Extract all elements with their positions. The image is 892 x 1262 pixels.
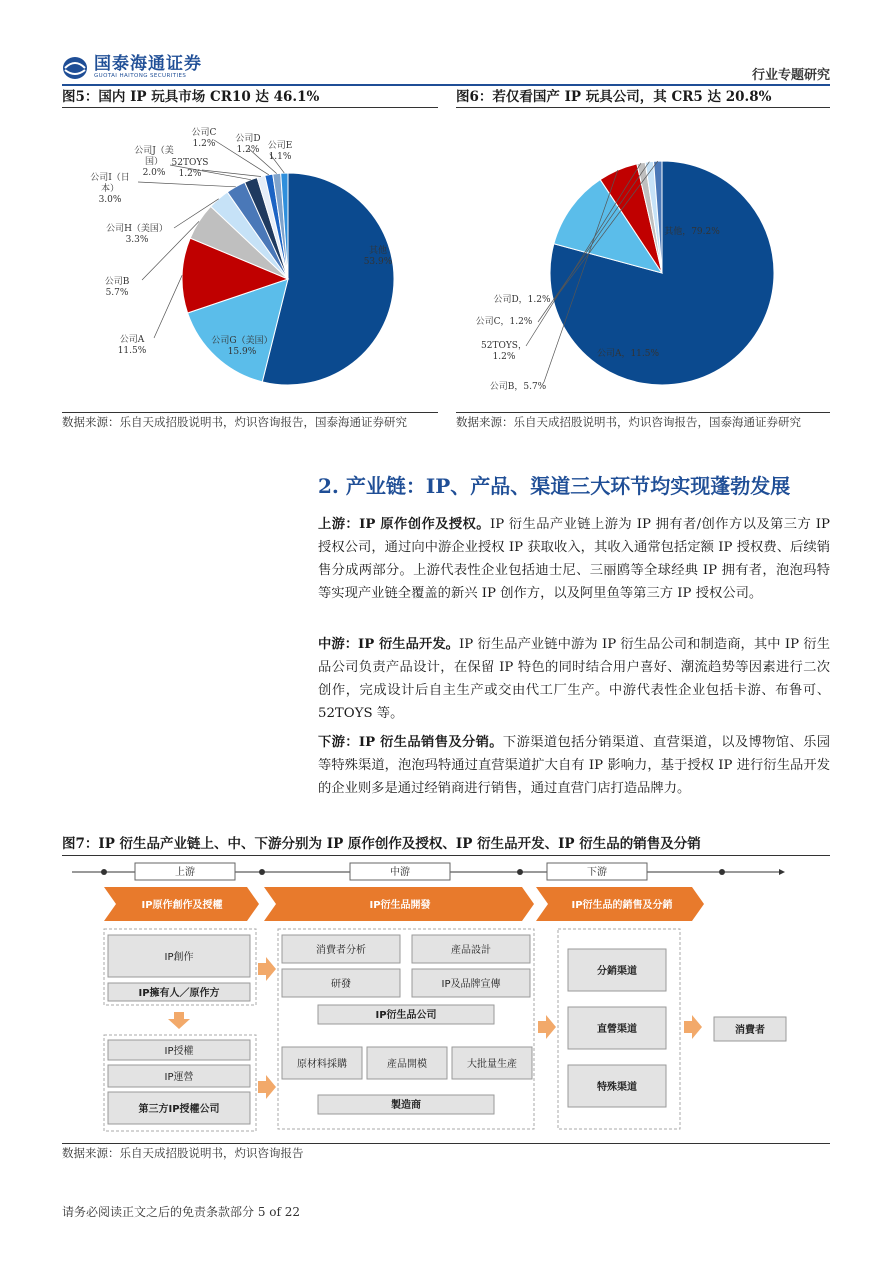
pie-data-label: 15.9% <box>227 347 257 357</box>
fig7-rule <box>62 855 830 856</box>
mass-production-label: 大批量生產 <box>467 1059 517 1070</box>
fig6-source: 数据来源：乐自天成招股说明书，灼识咨询报告，国泰海通证券研究 <box>456 415 801 429</box>
pie-data-label: 公司A <box>119 335 145 345</box>
pie-data-label: 11.5% <box>117 346 147 356</box>
section-title: 2. 产业链：IP、产品、渠道三大环节均实现蓬勃发展 <box>318 474 791 498</box>
pie-data-label: 其他，79.2% <box>664 227 720 237</box>
right-arrow-icon <box>684 1015 702 1039</box>
paragraph-midstream-body: IP 衍生品产业链中游为 IP 衍生品公司和制造商，其中 IP 衍生品公司负责产品设计，在保留 IP 特色的同时结合用户喜好、潮流趋势等因素进行二次创作，完成设计后自主生产或交由代工厂生产。中游代表性企业包括卡游、布鲁可、52TOYS 等。 <box>318 637 830 721</box>
banner-upstream-label: IP原作創作及授權 <box>141 900 223 911</box>
pie-data-label: 2.0% <box>142 168 166 178</box>
consumer-analysis-label: 消費者分析 <box>316 945 366 956</box>
fig5-rule <box>62 107 438 108</box>
tier-dot <box>517 869 523 875</box>
third-party-licensing-label: 第三方IP授權公司 <box>138 1104 220 1115</box>
paragraph-midstream-lead: 中游：IP 衍生品开发。 <box>318 637 460 652</box>
tier-downstream-label: 下游 <box>587 867 607 878</box>
pie-data-label: 3.0% <box>98 195 122 205</box>
pie-data-label: 本） <box>100 184 120 194</box>
direct-channel-label: 直營渠道 <box>597 1024 637 1035</box>
pie-data-label: 52TOYS， <box>481 341 527 351</box>
pie-data-label: 1.1% <box>268 152 292 162</box>
down-arrow-icon <box>168 1012 190 1029</box>
banner-downstream-label: IP衍生品的銷售及分銷 <box>571 900 673 911</box>
header-rule <box>62 84 830 86</box>
pie-data-label: 1.2% <box>178 169 202 179</box>
pie-data-label: 52TOYS <box>171 158 209 168</box>
pie-data-label: 公司D <box>235 134 261 144</box>
right-arrow-icon <box>258 1075 276 1099</box>
product-design-label: 產品設計 <box>451 945 491 956</box>
pie-data-label: 公司D，1.2% <box>493 295 551 305</box>
pie-data-label: 1.2% <box>192 139 216 149</box>
right-arrow-icon <box>538 1015 556 1039</box>
tier-dot <box>101 869 107 875</box>
pie-data-label: 公司C，1.2% <box>475 317 533 327</box>
pie-data-label: 公司A，11.5% <box>596 349 660 359</box>
consumer-label: 消費者 <box>735 1025 765 1036</box>
tier-midstream-label: 中游 <box>390 867 410 878</box>
pie-data-label: 1.2% <box>236 145 260 155</box>
pie-data-label: 公司H（美国） <box>106 224 168 234</box>
ip-creation-label: IP創作 <box>164 952 194 963</box>
pie-data-label: 公司B，5.7% <box>489 382 547 392</box>
report-type: 行业专题研究 <box>751 68 830 83</box>
fig5-pie-chart <box>62 110 438 410</box>
pie-data-label: 公司C <box>191 128 217 138</box>
rnd-label: 研發 <box>331 979 351 990</box>
prototyping-label: 產品開模 <box>387 1059 427 1070</box>
right-arrow-icon <box>258 957 276 981</box>
ip-operation-label: IP運營 <box>164 1072 194 1083</box>
pie-data-label: 3.3% <box>125 235 149 245</box>
fig7-source-rule <box>62 1143 830 1144</box>
paragraph-upstream-lead: 上游：IP 原作创作及授权。 <box>318 517 490 532</box>
fig6-pie-chart <box>456 110 830 410</box>
pie-data-label: 其他 <box>368 246 388 256</box>
brand-name: 国泰海通证券 <box>94 54 202 74</box>
fig6-rule <box>456 107 830 108</box>
leader-line <box>138 182 236 187</box>
brand-logo-block <box>62 55 202 80</box>
ip-owner-label: IP擁有人／原作方 <box>138 988 220 999</box>
fig6-source-rule <box>456 412 830 413</box>
paragraph-downstream-body: 下游渠道包括分销渠道、直营渠道，以及博物馆、乐园等特殊渠道，泡泡玛特通过直营渠道扩大自有 IP 影响力，基于授权 IP 进行衍生品开发的企业则多是通过经销商进行销售，通过直营门店打造品牌力。 <box>318 735 831 796</box>
page-footer: 请务必阅读正文之后的免责条款部分 5 of 22 <box>62 1205 301 1219</box>
paragraph-downstream-lead: 下游：IP 衍生品销售及分销。 <box>318 735 503 750</box>
fig7-flow-diagram <box>62 857 830 1141</box>
fig7-title: 图7：IP 衍生品产业链上、中、下游分别为 IP 原作创作及授权、IP 衍生品开发、IP 衍生品的销售及分销 <box>62 836 701 852</box>
fig6-title: 图6：若仅看国产 IP 玩具公司，其 CR5 达 20.8% <box>456 89 772 105</box>
paragraph-upstream <box>318 513 830 605</box>
leader-line <box>202 170 261 177</box>
fig7-source: 数据来源：乐自天成招股说明书，灼识咨询报告 <box>62 1146 304 1160</box>
pie-data-label: 国） <box>144 157 164 167</box>
paragraph-downstream <box>318 731 830 800</box>
ip-derivative-company-label: IP衍生品公司 <box>375 1010 437 1021</box>
procurement-label: 原材料採購 <box>297 1059 347 1070</box>
pie-data-label: 公司J（美 <box>134 146 174 156</box>
pie-data-label: 53.9% <box>363 257 393 267</box>
promotion-label: IP及品牌宣傳 <box>441 979 501 990</box>
pie-data-label: 1.2% <box>492 352 516 362</box>
distribution-channel-label: 分銷渠道 <box>597 966 637 977</box>
pie-data-label: 公司I（日 <box>90 173 130 183</box>
paragraph-midstream <box>318 633 830 725</box>
tier-upstream-label: 上游 <box>175 867 195 878</box>
tier-dot <box>259 869 265 875</box>
banner-midstream-label: IP衍生品開發 <box>369 900 431 911</box>
fig5-title: 图5：国内 IP 玩具市场 CR10 达 46.1% <box>62 89 320 105</box>
leader-line <box>154 275 182 338</box>
pie-data-label: 公司E <box>267 141 293 151</box>
fig5-source: 数据来源：乐自天成招股说明书，灼识咨询报告，国泰海通证券研究 <box>62 415 407 429</box>
tier-dot <box>719 869 725 875</box>
brand-subtitle: GUOTAI HAITONG SECURITIES <box>94 73 187 79</box>
pie-data-label: 公司G（美国） <box>211 336 273 346</box>
fig5-source-rule <box>62 412 438 413</box>
manufacturer-label: 製造商 <box>391 1100 421 1111</box>
ip-licensing-label: IP授權 <box>164 1046 194 1057</box>
pie-data-label: 公司B <box>104 277 130 287</box>
globe-logo-icon <box>62 56 88 80</box>
special-channel-label: 特殊渠道 <box>597 1082 637 1093</box>
pie-data-label: 5.7% <box>105 288 129 298</box>
paragraph-upstream-body: IP 衍生品产业链上游为 IP 拥有者/创作方以及第三方 IP 授权公司，通过向中游企业授权 IP 获取收入，其收入通常包括定额 IP 授权费、后续销售分成两部分。上游代表性企业包括迪士尼、三丽鸥等全球经典 IP 拥有者，泡泡玛特等实现产业链全覆盖的新兴 IP 创作方，以及阿里鱼等第三方 IP 授权公司。 <box>318 517 830 601</box>
